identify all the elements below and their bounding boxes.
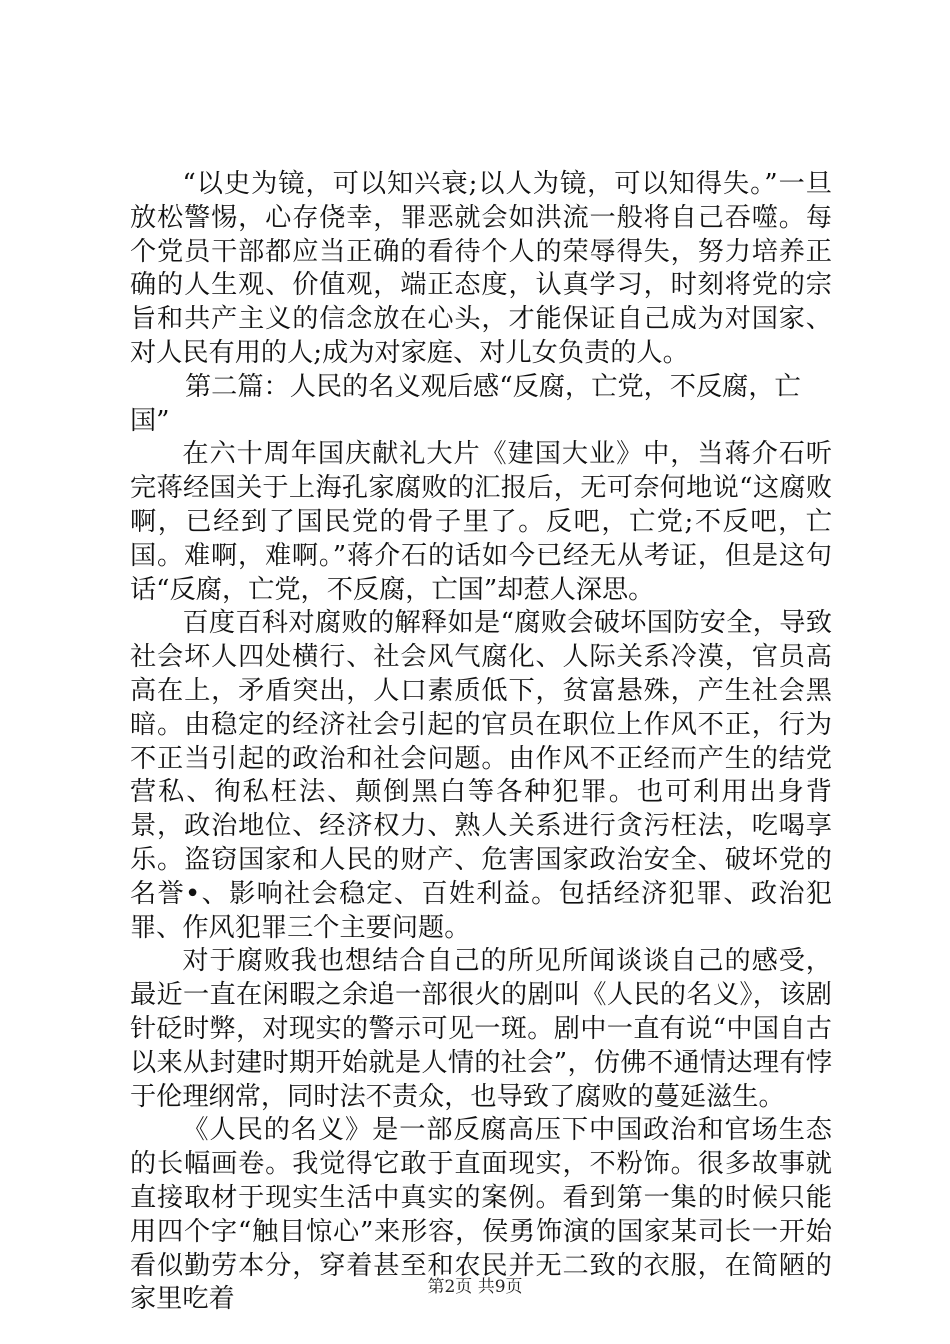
paragraph-5: 《人民的名义》是一部反腐高压下中国政治和官场生态的长幅画卷。我觉得它敢于直面现实，不粉饰。很多故事就直接取材于现实生活中真实的案例。看到第一集的时候只能用四个字“触目惊心”来形容，侯勇饰演的国家某司长一开始看似勤劳本分，穿着甚至和农民并无二致的衣服，在简陋的家里吃着 bbox=[130, 1115, 832, 1315]
paragraph-1: “以史为镜，可以知兴衰;以人为镜，可以知得失。”一旦放松警惕，心存侥幸，罪恶就会如洪流一般将自己吞噬。每个党员干部都应当正确的看待个人的荣辱得失，努力培养正确的人生观、价值观，端正态度，认真学习，时刻将党的宗旨和共产主义的信念放在心头，才能保证自己成为对国家、对人民有用的人;成为对家庭、对儿女负责的人。 bbox=[130, 169, 832, 368]
paragraph-4: 对于腐败我也想结合自己的所见所闻谈谈自己的感受，最近一直在闲暇之余追一部很火的剧叫《人民的名义》，该剧针砭时弊，对现实的警示可见一斑。剧中一直有说“中国自古以来从封建时期开始就是人情的社会”，仿佛不通情达理有悖于伦理纲常，同时法不责众，也导致了腐败的蔓延滋生。 bbox=[130, 946, 832, 1112]
page-number-footer: 第2页 共9页 bbox=[427, 1277, 523, 1297]
paragraph-3: 百度百科对腐败的解释如是“腐败会破坏国防安全，导致社会坏人四处横行、社会风气腐化、人际关系冷漠，官员高高在上，矛盾突出，人口素质低下，贫富悬殊，产生社会黑暗。由稳定的经济社会引起的官员在职位上作风不正，行为不正当引起的政治和社会问题。由作风不正经而产生的结党营私、徇私枉法、颠倒黑白等各种犯罪。也可利用出身背景，政治地位、经济权力、熟人关系进行贪污枉法，吃喝享乐。盗窃国家和人民的财产、危害国家政治安全、破坏党的名誉•、影响社会稳定、百姓利益。包括经济犯罪、政治犯罪、作风犯罪三个主要问题。 bbox=[130, 608, 832, 943]
section-heading-line-1: 第二篇：人民的名义观后感“反腐，亡党，不反腐，亡 bbox=[185, 371, 801, 402]
document-body bbox=[130, 168, 832, 1317]
paragraph-2: 在六十周年国庆献礼大片《建国大业》中，当蒋介石听完蒋经国关于上海孔家腐败的汇报后，无可奈何地说“这腐败啊，已经到了国民党的骨子里了。反吧，亡党;不反吧，亡国。难啊，难啊。”蒋介石的话如今已经无从考证，但是这句话“反腐，亡党，不反腐，亡国”却惹人深思。 bbox=[130, 439, 832, 605]
section-heading bbox=[130, 371, 832, 439]
section-heading-line-2: 国” bbox=[130, 405, 170, 436]
